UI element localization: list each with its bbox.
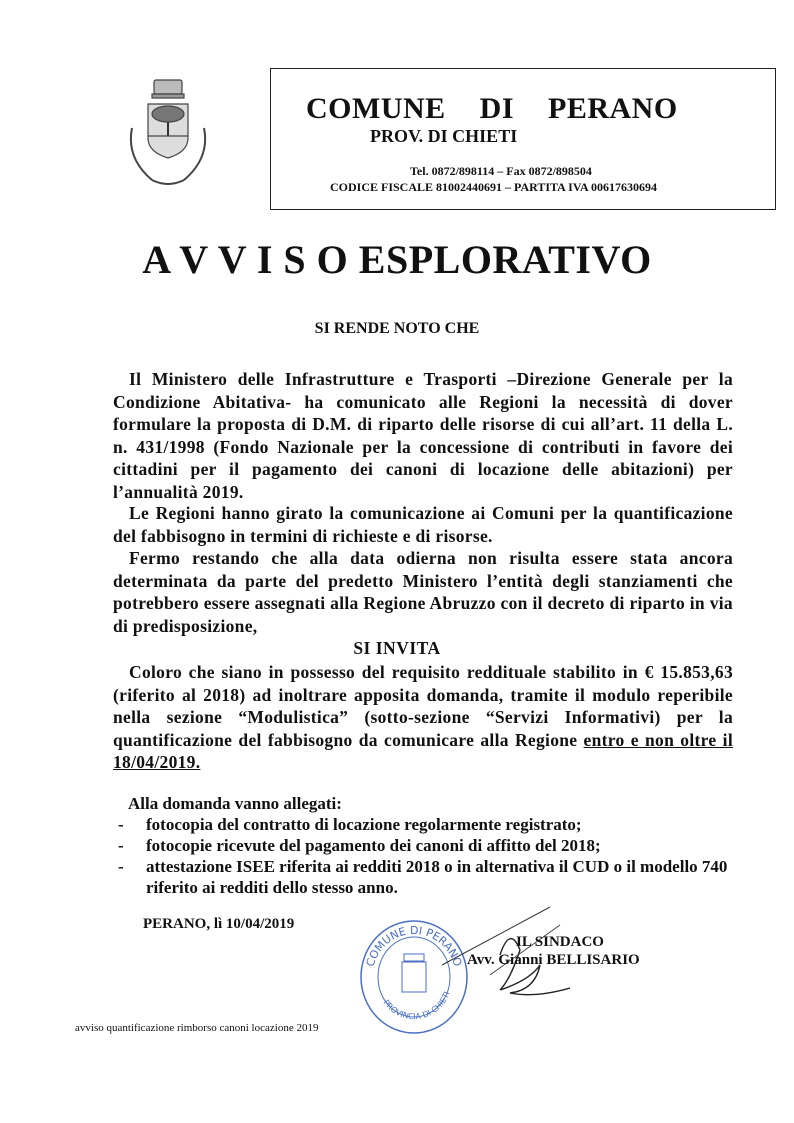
footer-note: avviso quantificazione rimborso canoni locazione 2019 <box>75 1022 319 1034</box>
signer-name: Avv. Gianni BELLISARIO <box>467 952 640 968</box>
fiscal-codes: CODICE FISCALE 81002440691 – PARTITA IVA 00617630694 <box>330 180 657 194</box>
list-item <box>113 856 733 898</box>
municipality-name: COMUNE DI PERANO <box>306 92 678 125</box>
signer-role: IL SINDACO <box>516 934 604 950</box>
contact-numbers: Tel. 0872/898114 – Fax 0872/898504 <box>410 164 592 178</box>
coat-of-arms-icon <box>122 78 214 196</box>
bullet-dash: - <box>118 836 124 855</box>
attachments-list <box>113 814 733 898</box>
list-item-text: attestazione ISEE riferita ai redditi 2018 o in alternativa il CUD o il modello 740 riferito ai redditi dello stesso anno. <box>146 857 728 897</box>
stamp-bottom-text: PROVINCIA DI CHIETI <box>381 990 452 1022</box>
bullet-dash: - <box>118 857 124 876</box>
document-title: A V V I S O ESPLORATIVO <box>142 237 652 282</box>
place-and-date: PERANO, lì 10/04/2019 <box>143 916 295 932</box>
paragraph-invite <box>113 661 733 774</box>
paragraph-ministry <box>113 368 733 503</box>
stamp-top-text: COMUNE DI PERANO <box>363 923 465 969</box>
attachments-heading: Alla domanda vanno allegati: <box>128 794 342 813</box>
invite-text: Coloro che siano in possesso del requisito reddituale stabilito in € 15.853,63 (riferito al 2018) ad inoltrare apposita domanda, tramite il modulo reperibile nella sezione “Modulistica” (sotto-sezione “Servizi Informativi) per la quantificazione del fabbisogno da comunicare alla Regione <box>113 662 733 750</box>
list-item <box>113 814 733 835</box>
deadline: entro e non oltre il 18/04/2019. <box>113 729 733 772</box>
paragraph-regions <box>113 502 733 547</box>
intro-heading: SI RENDE NOTO CHE <box>314 320 480 337</box>
list-item-text: fotocopie ricevute del pagamento dei canoni di affitto del 2018; <box>146 836 601 855</box>
invite-heading: SI INVITA <box>353 638 441 658</box>
paragraph-text: Le Regioni hanno girato la comunicazione ai Comuni per la quantificazione del fabbisogno in termini di richieste e di risorse. <box>113 503 733 546</box>
paragraph-funding <box>113 547 733 637</box>
list-item-text: fotocopia del contratto di locazione regolarmente registrato; <box>146 815 582 834</box>
bullet-dash: - <box>118 815 124 834</box>
paragraph-text: Fermo restando che alla data odierna non risulta essere stata ancora determinata da parte del predetto Ministero l’entità degli stanziamenti che potrebbero essere assegnati alla Regione Abruzzo con il decreto di riparto in via di predisposizione, <box>113 548 733 636</box>
paragraph-text: Il Ministero delle Infrastrutture e Trasporti –Direzione Generale per la Condizione Abitativa- ha comunicato alle Regioni la necessità di dover formulare la proposta di D.M. di riparto delle risorse di cui all’art. 11 della L. n. 431/1998 (Fondo Nazionale per la concessione di contributi in favore dei cittadini per il pagamento dei canoni di locazione delle abitazioni) per l’annualità 2019. <box>113 369 733 502</box>
list-item <box>113 835 733 856</box>
province-name: PROV. DI CHIETI <box>370 126 518 146</box>
